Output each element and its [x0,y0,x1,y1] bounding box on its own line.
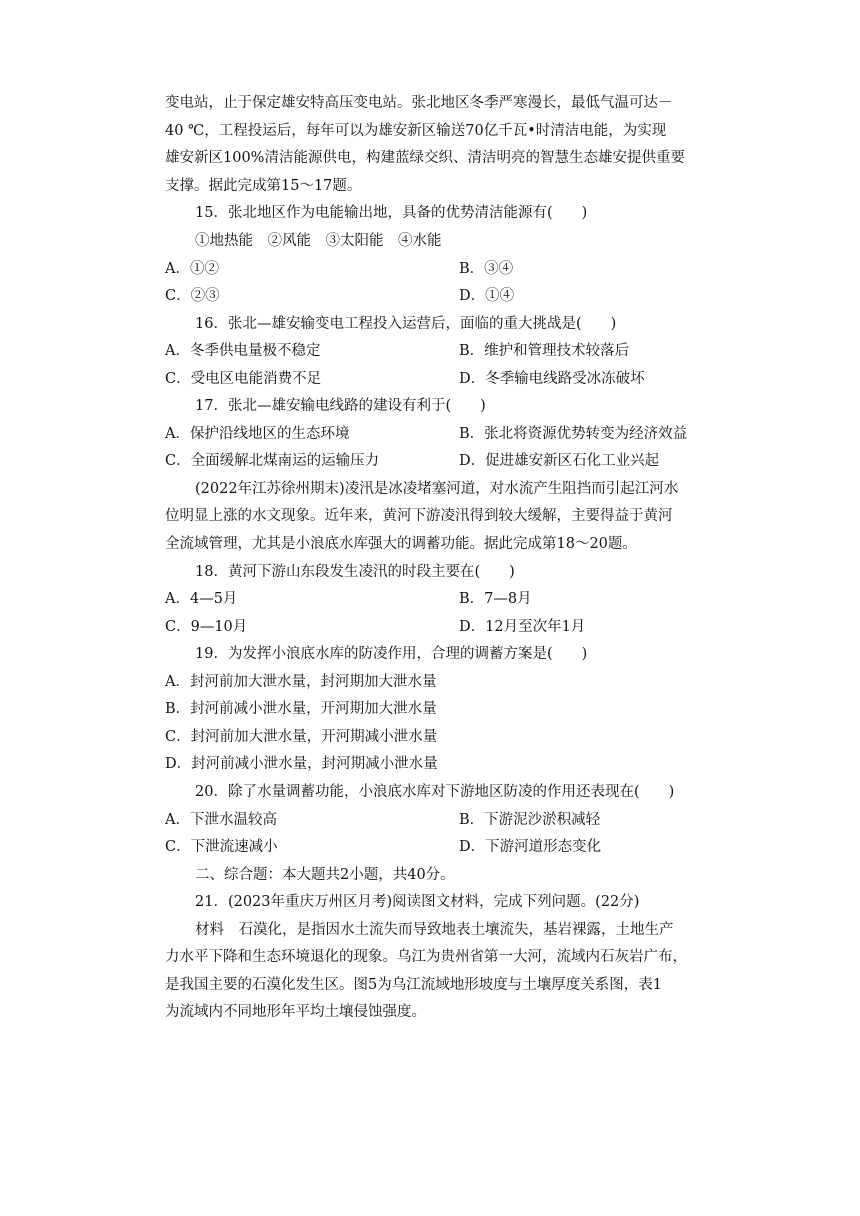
question-15-option-b: B．③④ [459,261,514,277]
question-18-option-b: B．7—8月 [459,591,532,607]
question-15-option-a: A．①② [165,261,219,277]
question-19-stem: 19．为发挥小浪底水库的防凌作用，合理的调蓄方案是( ) [195,646,588,662]
question-19-option-d: D．封河前减小泄水量，封河期减小泄水量 [165,756,438,772]
material-line-3: 是我国主要的石漠化发生区。图5为乌江流域地形坡度与土壤厚度关系图，表1 [165,977,662,993]
passage-2-line-3: 全流域管理，尤其是小浪底水库强大的调蓄功能。据此完成第18～20题。 [165,536,637,552]
question-17-stem: 17．张北—雄安输电线路的建设有利于( ) [195,398,486,414]
question-20-option-d: D．下游河道形态变化 [459,839,602,855]
section-heading: 二、综合题：本大题共2小题，共40分。 [195,867,455,883]
passage-2-line-1: (2022年江苏徐州期末)凌汛是冰凌堵塞河道，对水流产生阻挡而引起江河水 [195,481,679,497]
question-20-option-b: B．下游泥沙淤积减轻 [459,812,601,828]
question-21-stem: 21．(2023年重庆万州区月考)阅读图文材料，完成下列问题。(22分) [195,894,640,910]
question-19-option-c: C．封河前加大泄水量，开河期减小泄水量 [165,729,438,745]
question-19-option-a: A．封河前加大泄水量，封河期加大泄水量 [165,674,437,690]
question-17-option-a: A．保护沿线地区的生态环境 [165,426,350,442]
question-15-option-d: D．①④ [459,288,515,304]
question-18-option-a: A．4—5月 [165,591,238,607]
question-17-option-b: B．张北将资源优势转变为经济效益 [459,426,688,442]
material-line-2: 力水平下降和生态环境退化的现象。乌江为贵州省第一大河，流域内石灰岩广布， [165,949,687,965]
question-15-items: ①地热能 ②风能 ③太阳能 ④水能 [195,233,442,249]
passage-2-line-2: 位明显上涨的水文现象。近年来，黄河下游凌汛得到较大缓解，主要得益于黄河 [165,508,673,524]
intro-line-1: 变电站，止于保定雄安特高压变电站。张北地区冬季严寒漫长，最低气温可达－ [165,95,673,111]
question-20-option-a: A．下泄水温较高 [165,812,277,828]
intro-line-3: 雄安新区100%清洁能源供电，构建蓝绿交织、清洁明亮的智慧生态雄安提供重要 [165,150,685,166]
question-17-option-d: D．促进雄安新区石化工业兴起 [459,453,660,469]
question-19-option-b: B．封河前减小泄水量，开河期加大泄水量 [165,701,437,717]
question-17-option-c: C．全面缓解北煤南运的运输压力 [165,453,380,469]
question-15-stem: 15．张北地区作为电能输出地，具备的优势清洁能源有( ) [195,205,588,221]
question-20-option-c: C．下泄流速减小 [165,839,278,855]
question-18-stem: 18．黄河下游山东段发生凌汛的时段主要在( ) [195,564,515,580]
question-16-stem: 16．张北—雄安输变电工程投入运营后，面临的重大挑战是( ) [195,316,617,332]
question-18-option-c: C．9—10月 [165,619,248,635]
question-16-option-b: B．维护和管理技术较落后 [459,343,630,359]
intro-line-4: 支撑。据此完成第15～17题。 [165,178,362,194]
question-20-stem: 20．除了水量调蓄功能，小浪底水库对下游地区防凌的作用还表现在( ) [195,784,675,800]
material-line-4: 为流域内不同地形年平均土壤侵蚀强度。 [165,1004,426,1020]
question-16-option-a: A．冬季供电量极不稳定 [165,343,321,359]
question-18-option-d: D．12月至次年1月 [459,619,586,635]
question-16-option-d: D．冬季输电线路受冰冻破坏 [459,371,645,387]
intro-line-2: 40 ℃，工程投运后，每年可以为雄安新区输送70亿千瓦•时清洁电能，为实现 [165,123,667,139]
question-16-option-c: C．受电区电能消费不足 [165,371,322,387]
material-line-1: 材料 石漠化，是指因水土流失而导致地表土壤流失，基岩裸露，土地生产 [195,922,674,938]
question-15-option-c: C．②③ [165,288,220,304]
